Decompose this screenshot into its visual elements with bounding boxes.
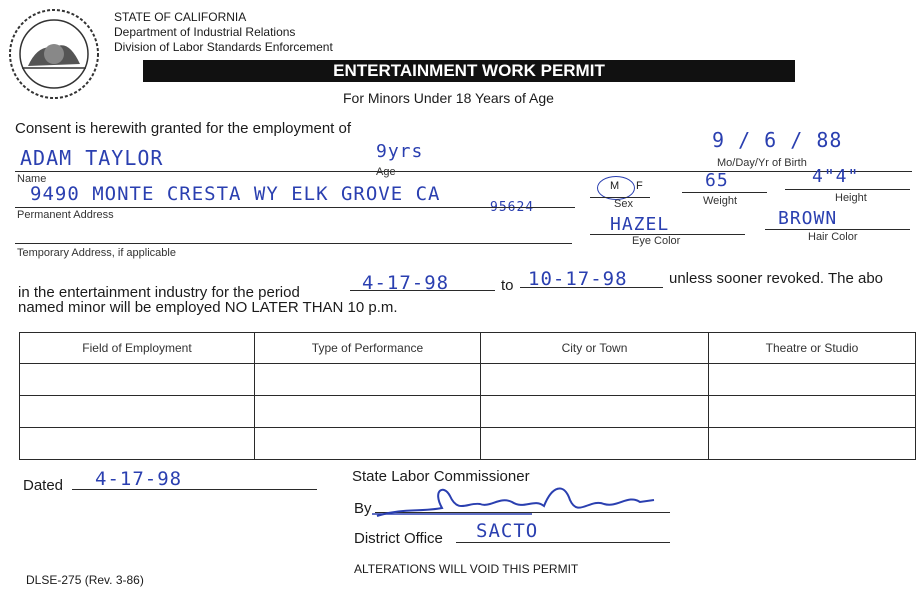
dob-label: Mo/Day/Yr of Birth: [717, 157, 807, 169]
table-cell: [20, 396, 255, 428]
permanent-address-value: 9490 MONTE CRESTA WY ELK GROVE CA: [30, 183, 441, 205]
weight-value: 65: [705, 170, 729, 191]
sex-option-f: F: [636, 180, 643, 192]
age-label: Age: [376, 166, 396, 178]
table-row: [20, 396, 916, 428]
hair-color-value: BROWN: [778, 208, 838, 229]
table-cell: [481, 396, 709, 428]
table-cell: [709, 428, 916, 460]
permanent-address-zip: 95624: [490, 200, 535, 215]
weight-line: [682, 192, 767, 193]
permanent-address-label: Permanent Address: [17, 209, 114, 221]
period-to-word: to: [501, 277, 514, 294]
agency-department: Department of Industrial Relations: [114, 25, 296, 39]
dated-value: 4-17-98: [95, 468, 183, 490]
agency-division: Division of Labor Standards Enforcement: [114, 40, 333, 54]
table-row: [20, 364, 916, 396]
table-header-theatre: Theatre or Studio: [709, 333, 916, 364]
alteration-warning: ALTERATIONS WILL VOID THIS PERMIT: [354, 562, 579, 576]
height-line: [785, 189, 910, 190]
name-label: Name: [17, 173, 47, 185]
period-from-value: 4-17-98: [362, 272, 450, 294]
table-header-type: Type of Performance: [255, 333, 481, 364]
hair-color-label: Hair Color: [808, 231, 858, 243]
permit-title: ENTERTAINMENT WORK PERMIT: [143, 60, 795, 82]
table-header-city: City or Town: [481, 333, 709, 364]
table-cell: [20, 428, 255, 460]
period-to-value: 10-17-98: [528, 268, 628, 290]
table-cell: [255, 364, 481, 396]
period-to-line: [520, 287, 663, 288]
name-line: [15, 171, 912, 172]
state-seal-icon: [8, 8, 100, 100]
period-prefix: in the entertainment industry for the period: [18, 284, 300, 301]
sex-label: Sex: [614, 198, 633, 210]
temporary-address-line: [15, 243, 572, 244]
table-cell: [709, 396, 916, 428]
district-office-value: SACTO: [476, 520, 539, 542]
period-suffix: unless sooner revoked. The abo: [669, 270, 884, 287]
district-office-label: District Office: [354, 530, 443, 547]
dated-label: Dated: [23, 477, 64, 494]
height-label: Height: [835, 192, 867, 204]
table-header-row: [20, 333, 916, 364]
table-cell: [255, 428, 481, 460]
table-cell: [255, 396, 481, 428]
form-number: DLSE-275 (Rev. 3-86): [26, 573, 144, 587]
table-cell: [20, 364, 255, 396]
temporary-address-label: Temporary Address, if applicable: [17, 247, 176, 259]
table-cell: [709, 364, 916, 396]
permit-subtitle: For Minors Under 18 Years of Age: [343, 90, 554, 106]
dated-line: [72, 489, 317, 490]
by-label: By: [354, 500, 372, 517]
eye-color-label: Eye Color: [632, 235, 681, 247]
age-value: 9yrs: [376, 141, 424, 162]
district-office-line: [456, 542, 670, 543]
dob-value: 9 / 6 / 88: [712, 128, 843, 152]
table-header-field: Field of Employment: [20, 333, 255, 364]
permanent-address-line: [15, 207, 575, 208]
height-value: 4"4": [812, 166, 860, 187]
eye-color-value: HAZEL: [610, 214, 670, 235]
commissioner-title: State Labor Commissioner: [352, 468, 530, 485]
consent-text: Consent is herewith granted for the employment of: [15, 120, 352, 137]
name-value: ADAM TAYLOR: [20, 146, 164, 170]
agency-state: STATE OF CALIFORNIA: [114, 10, 247, 24]
hair-color-line: [765, 229, 910, 230]
table-cell: [481, 428, 709, 460]
sex-option-m: M: [610, 180, 620, 192]
table-cell: [481, 364, 709, 396]
table-row: [20, 428, 916, 460]
period-line2: named minor will be employed NO LATER THAN 10 p.m.: [18, 299, 398, 316]
weight-label: Weight: [703, 195, 738, 207]
employment-table: [19, 332, 916, 460]
period-from-line: [350, 290, 495, 291]
